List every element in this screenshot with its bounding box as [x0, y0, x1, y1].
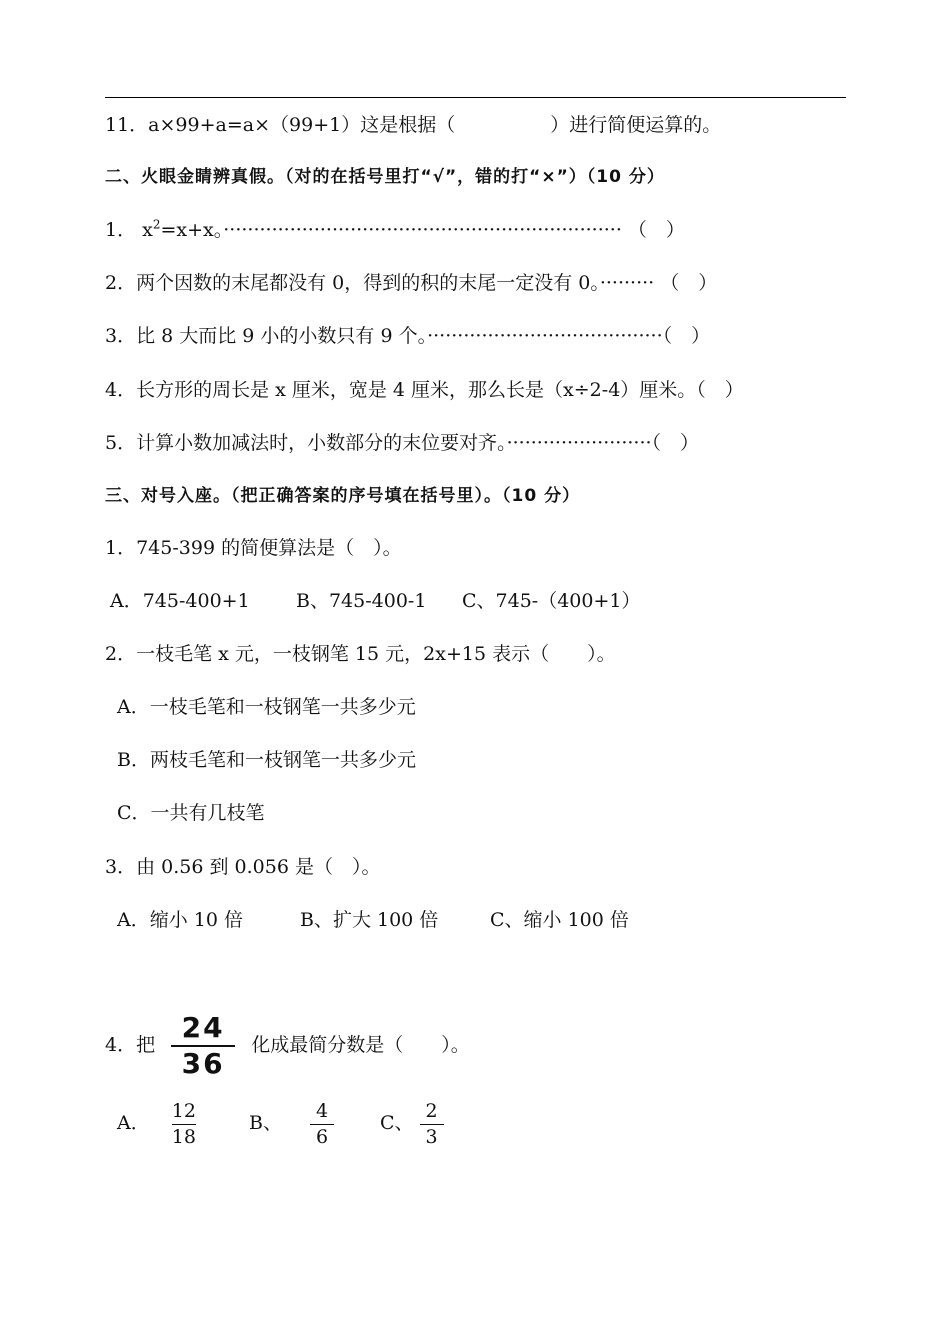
- option-a-fraction: [170, 1099, 198, 1148]
- mc-question-2: 2．一枝毛笔 x 元，一枝钢笔 15 元，2x+15 表示（ ）。: [105, 643, 616, 665]
- mc-q4-suffix: 化成最简分数是（ ）。: [251, 1034, 470, 1056]
- mc-q1-option-b: B、745-400-1: [296, 590, 427, 612]
- tf-item-1: [105, 217, 685, 243]
- mc-q3-option-b: B、扩大 100 倍: [300, 909, 439, 931]
- mc-question-1: 1．745-399 的简便算法是（ ）。: [105, 537, 402, 559]
- tf-item-1-rest: =x+x。·································································· （ ）: [160, 219, 685, 241]
- section-2-heading: 二、火眼金睛辨真假。（对的在括号里打“√”，错的打“×”）（10 分）: [105, 167, 665, 187]
- section-3-heading: 三、对号入座。（把正确答案的序号填在括号里）。（10 分）: [105, 486, 581, 506]
- option-c-numerator: 2: [425, 1099, 438, 1122]
- question-11: 11．a×99+a=a×（99+1）这是根据（ ）进行简便运算的。: [105, 114, 722, 136]
- mc-q3-option-a: A．缩小 10 倍: [117, 909, 243, 931]
- tf-item-4: 4．长方形的周长是 x 厘米，宽是 4 厘米，那么长是（x÷2-4）厘米。（ ）: [105, 379, 744, 401]
- option-c-fraction: [420, 1099, 444, 1148]
- mc-q2-option-b: B．两枝毛笔和一枝钢笔一共多少元: [117, 749, 416, 771]
- option-b-denominator: 6: [315, 1125, 329, 1148]
- mc-q2-option-a: A．一枝毛笔和一枝钢笔一共多少元: [117, 696, 416, 718]
- mc-q1-option-a: A．745-400+1: [110, 590, 250, 612]
- tf-item-3: 3．比 8 大而比 9 小的小数只有 9 个。·······································（ ）: [105, 325, 711, 347]
- tf-item-1-exponent: 2: [152, 217, 161, 232]
- fraction-24-36: [171, 1011, 235, 1080]
- option-label: A．: [117, 1112, 150, 1134]
- mc-q2-option-c: C．一共有几枝笔: [117, 802, 265, 824]
- mc-q4-option-b: [249, 1098, 334, 1148]
- mc-q4-option-c: [380, 1098, 444, 1148]
- mc-q4-option-a: [117, 1098, 198, 1148]
- mc-q1-option-c: C、745-（400+1）: [462, 590, 641, 612]
- option-label: B、: [249, 1112, 282, 1134]
- option-b-fraction: [310, 1099, 334, 1148]
- mc-question-3: 3．由 0.56 到 0.056 是（ ）。: [105, 856, 381, 878]
- fraction-numerator: 24: [181, 1011, 225, 1044]
- header-rule: [105, 97, 846, 98]
- tf-item-1-prefix: 1． x: [105, 219, 153, 241]
- option-c-denominator: 3: [425, 1125, 438, 1148]
- tf-item-2: 2．两个因数的末尾都没有 0，得到的积的末尾一定没有 0。········· （ ）: [105, 272, 718, 294]
- option-label: C、: [380, 1112, 414, 1134]
- tf-item-5: 5．计算小数加减法时，小数部分的末位要对齐。························（ ）: [105, 432, 700, 454]
- option-b-numerator: 4: [315, 1099, 329, 1122]
- option-a-numerator: 12: [171, 1099, 196, 1122]
- mc-question-4: [105, 1011, 470, 1080]
- mc-q4-prefix: 4．把: [105, 1034, 156, 1056]
- option-a-denominator: 18: [171, 1125, 196, 1148]
- mc-q3-option-c: C、缩小 100 倍: [490, 909, 629, 931]
- fraction-denominator: 36: [181, 1047, 225, 1080]
